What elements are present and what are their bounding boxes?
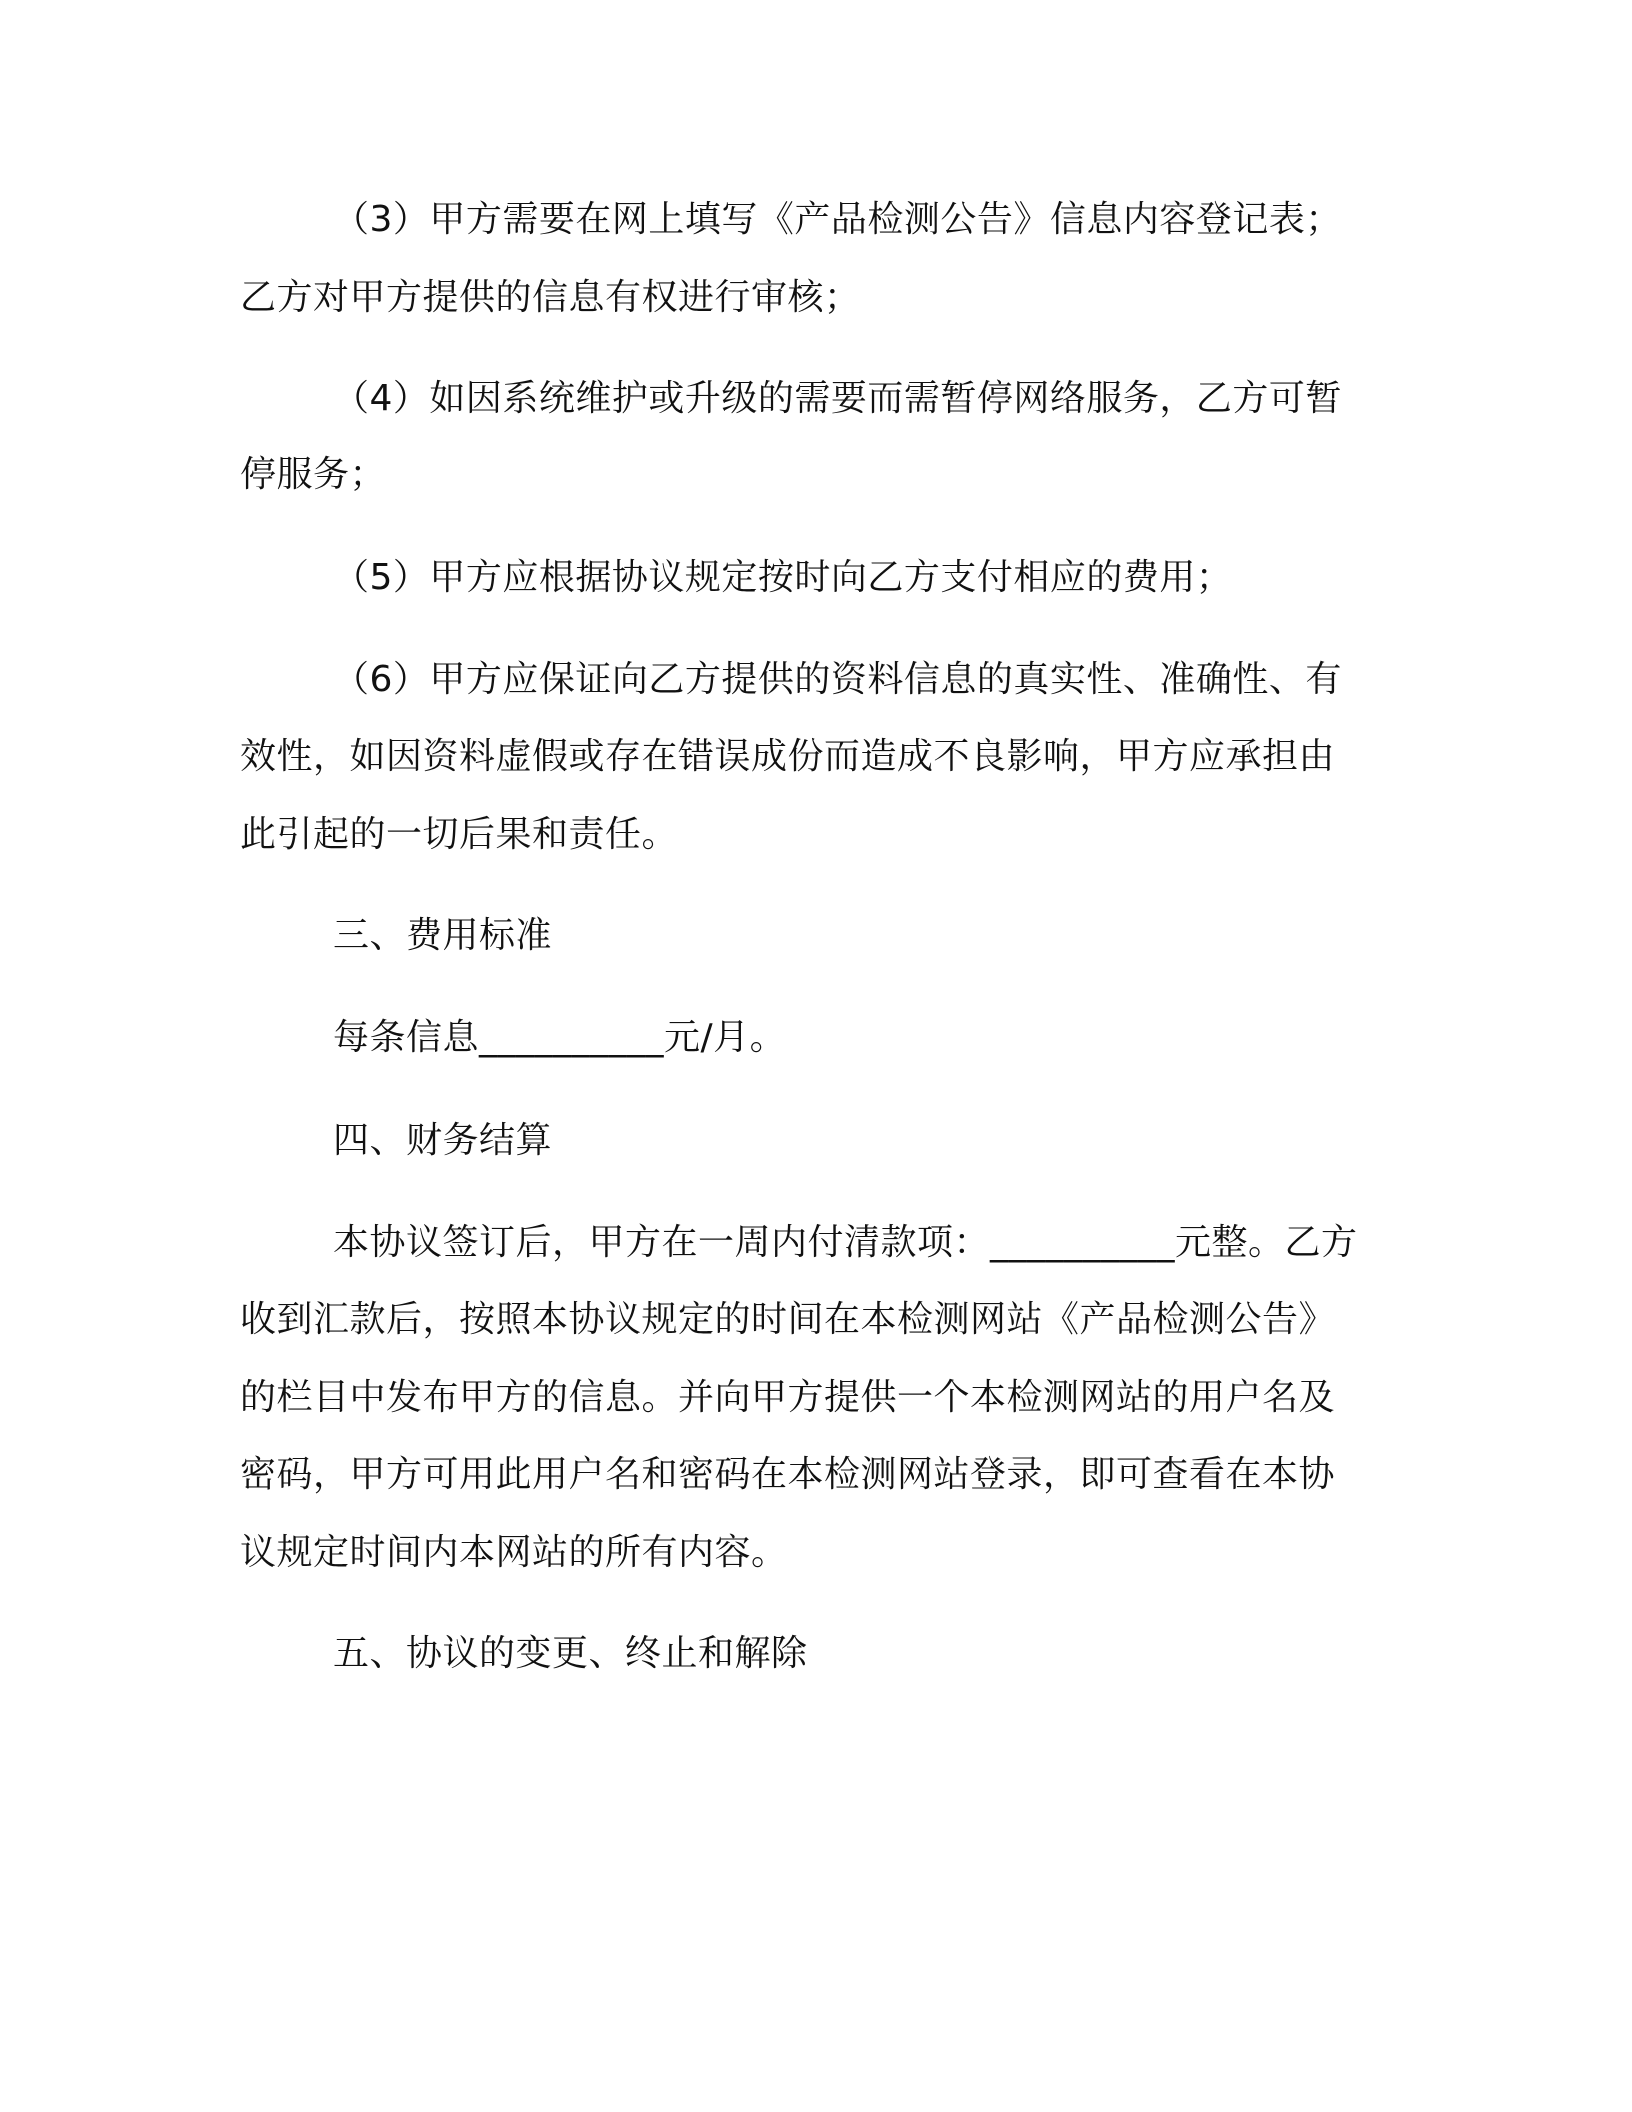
section-heading-fee-standard: 三、费用标准 bbox=[333, 915, 553, 956]
paragraph-6-line-1: （6）甲方应保证向乙方提供的资料信息的真实性、准确性、有 bbox=[333, 659, 1342, 700]
paragraph-6-line-3: 此引起的一切后果和责任。 bbox=[240, 814, 679, 855]
fee-line: 每条信息__________元/月。 bbox=[333, 1017, 787, 1058]
section-heading-change-termination: 五、协议的变更、终止和解除 bbox=[333, 1633, 808, 1674]
section-heading-financial-settlement: 四、财务结算 bbox=[333, 1120, 553, 1161]
settlement-line-2: 收到汇款后，按照本协议规定的时间在本检测网站《产品检测公告》 bbox=[240, 1299, 1336, 1340]
paragraph-6-line-2: 效性，如因资料虚假或存在错误成份而造成不良影响，甲方应承担由 bbox=[240, 736, 1336, 777]
settlement-line-4: 密码，甲方可用此用户名和密码在本检测网站登录，即可查看在本协 bbox=[240, 1454, 1336, 1495]
settlement-line-3: 的栏目中发布甲方的信息。并向甲方提供一个本检测网站的用户名及 bbox=[240, 1377, 1336, 1418]
paragraph-4-line-1: （4）如因系统维护或升级的需要而需暂停网络服务，乙方可暂 bbox=[333, 378, 1342, 419]
paragraph-3-line-2: 乙方对甲方提供的信息有权进行审核； bbox=[240, 277, 861, 318]
paragraph-3-line-1: （3）甲方需要在网上填写《产品检测公告》信息内容登记表； bbox=[333, 199, 1342, 240]
paragraph-4-line-2: 停服务； bbox=[240, 454, 387, 495]
paragraph-5-line-1: （5）甲方应根据协议规定按时向乙方支付相应的费用； bbox=[333, 557, 1233, 598]
settlement-line-5: 议规定时间内本网站的所有内容。 bbox=[240, 1532, 788, 1573]
settlement-line-1: 本协议签订后，甲方在一周内付清款项：__________元整。乙方 bbox=[333, 1222, 1358, 1263]
